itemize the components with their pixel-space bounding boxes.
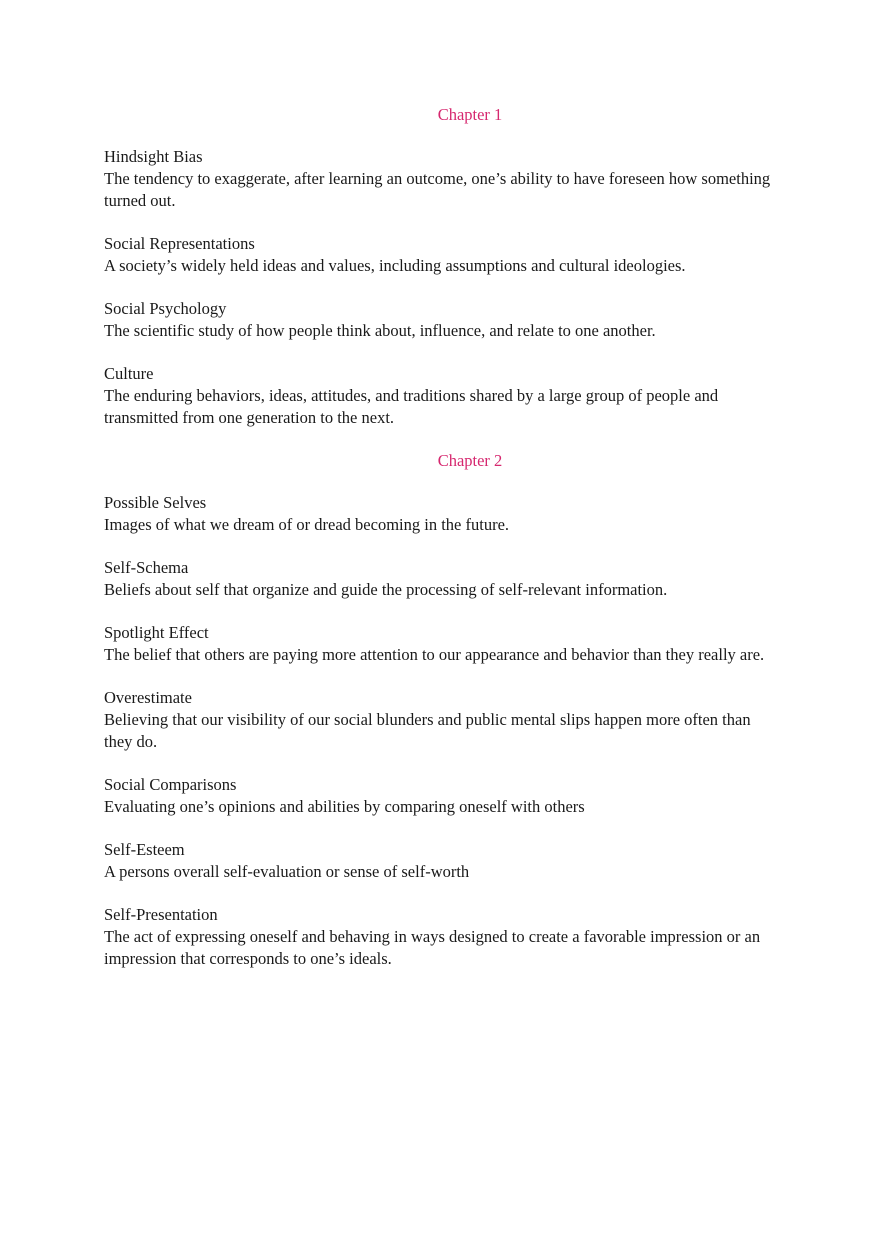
glossary-entry <box>104 233 776 277</box>
entry-definition: The act of expressing oneself and behaving in ways designed to create a favorable impression or an impression that corresponds to one’s ideals. <box>104 927 761 968</box>
glossary-entry <box>104 687 776 753</box>
entry-term: Culture <box>104 364 154 383</box>
entry-definition: Believing that our visibility of our social blunders and public mental slips happen more often than they do. <box>104 710 751 751</box>
glossary-entry <box>104 904 776 970</box>
entry-definition: The belief that others are paying more attention to our appearance and behavior than they really are. <box>104 645 765 664</box>
entry-definition: Images of what we dream of or dread becoming in the future. <box>104 515 510 534</box>
glossary-entry <box>104 146 776 212</box>
glossary-entry <box>104 557 776 601</box>
entry-term: Hindsight Bias <box>104 147 203 166</box>
entry-term: Overestimate <box>104 688 192 707</box>
entry-definition: Evaluating one’s opinions and abilities by comparing oneself with others <box>104 797 585 816</box>
entry-term: Self-Esteem <box>104 840 185 859</box>
entry-term: Social Representations <box>104 234 255 253</box>
entry-term: Possible Selves <box>104 493 207 512</box>
glossary-entry <box>104 622 776 666</box>
entry-term: Social Psychology <box>104 299 227 318</box>
entry-definition: The scientific study of how people think about, influence, and relate to one another. <box>104 321 656 340</box>
chapter-heading: Chapter 2 <box>437 451 503 470</box>
glossary-entry <box>104 774 776 818</box>
chapter-2 <box>104 450 776 970</box>
entry-term: Self-Schema <box>104 558 189 577</box>
entry-term: Self-Presentation <box>104 905 218 924</box>
entry-definition: A society’s widely held ideas and values, including assumptions and cultural ideologies. <box>104 256 686 275</box>
entry-definition: The tendency to exaggerate, after learning an outcome, one’s ability to have foreseen how something turned out. <box>104 169 771 210</box>
entry-term: Social Comparisons <box>104 775 237 794</box>
chapter-1 <box>104 104 776 429</box>
document-page <box>104 104 776 991</box>
entry-definition: The enduring behaviors, ideas, attitudes, and traditions shared by a large group of people and transmitted from one generation to the next. <box>104 386 719 427</box>
entry-term: Spotlight Effect <box>104 623 209 642</box>
glossary-entry <box>104 298 776 342</box>
glossary-entry <box>104 839 776 883</box>
glossary-entry <box>104 363 776 429</box>
glossary-entry <box>104 492 776 536</box>
entry-definition: Beliefs about self that organize and guide the processing of self-relevant information. <box>104 580 668 599</box>
entry-definition: A persons overall self-evaluation or sense of self-worth <box>104 862 470 881</box>
chapter-heading: Chapter 1 <box>437 105 503 124</box>
